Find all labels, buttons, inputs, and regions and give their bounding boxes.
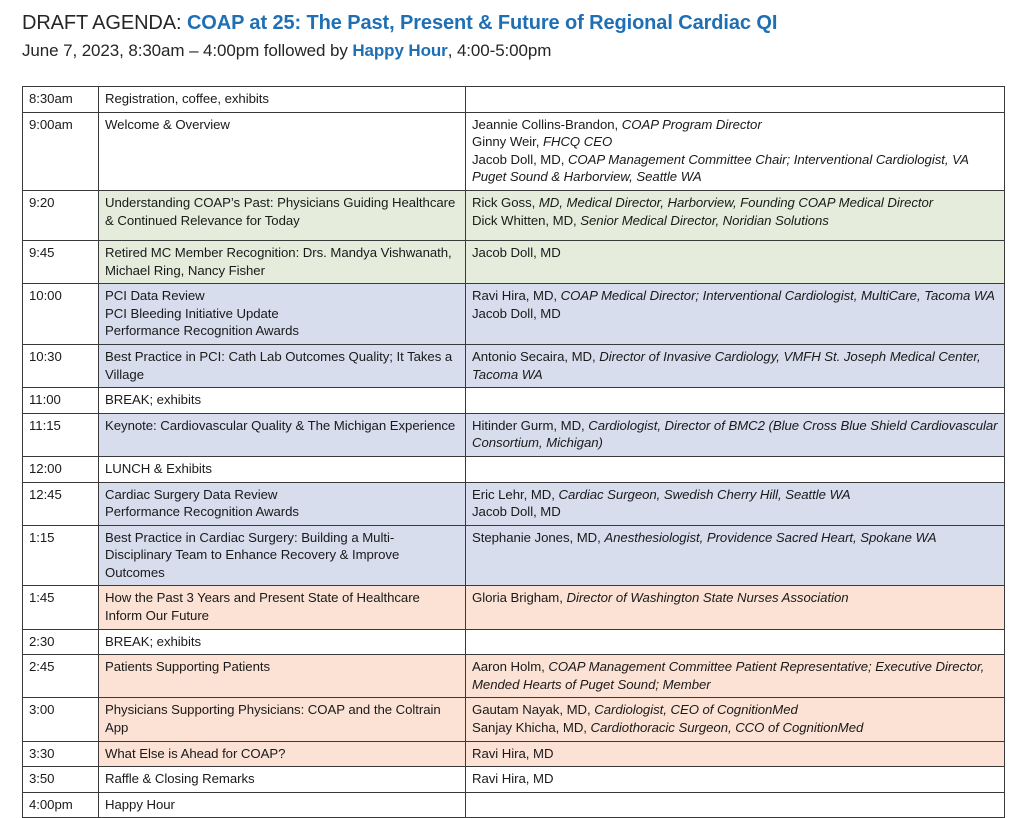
table-row <box>23 525 1005 586</box>
agenda-topic-line: PCI Bleeding Initiative Update <box>105 305 279 321</box>
page-subtitle <box>22 40 1005 62</box>
speaker-role: COAP Management Committee Patient Representative; Executive Director, Mended Hearts of Puget Sound; Member <box>472 659 985 692</box>
agenda-time-cell: 10:00 <box>23 284 99 345</box>
speaker-name: Antonio Secaira, MD, <box>472 348 600 364</box>
agenda-topic-cell <box>99 240 466 283</box>
agenda-topic-cell <box>99 388 466 414</box>
agenda-time-cell: 9:00am <box>23 112 99 190</box>
agenda-topic-line: Best Practice in PCI: Cath Lab Outcomes Quality; It Takes a Village <box>105 348 453 382</box>
agenda-speaker-line <box>472 719 999 737</box>
agenda-speaker-cell <box>466 284 1005 345</box>
speaker-name: Gautam Nayak, MD, <box>472 702 595 718</box>
agenda-speaker-line <box>472 244 999 262</box>
agenda-topic-line: Registration, coffee, exhibits <box>105 91 269 106</box>
agenda-time-cell: 9:20 <box>23 190 99 240</box>
subtitle-happy-hour-time: , 4:00-5:00pm <box>447 41 552 60</box>
agenda-speaker-cell <box>466 629 1005 655</box>
agenda-topic-line: BREAK; exhibits <box>105 633 201 649</box>
agenda-speaker-line <box>472 151 999 186</box>
speaker-role: Cardiologist, CEO of CognitionMed <box>594 702 798 718</box>
speaker-name: Jeannie Collins-Brandon, <box>472 116 622 132</box>
table-row <box>23 629 1005 655</box>
agenda-time-cell: 3:30 <box>23 741 99 767</box>
agenda-topic-line: Patients Supporting Patients <box>105 659 271 675</box>
agenda-time-cell: 2:45 <box>23 655 99 698</box>
agenda-time-cell: 1:45 <box>23 586 99 629</box>
speaker-name: Ravi Hira, MD, <box>472 288 561 304</box>
agenda-time-cell: 2:30 <box>23 629 99 655</box>
speaker-role: Anesthesiologist, Providence Sacred Heart, Spokane WA <box>604 529 937 545</box>
agenda-speaker-line <box>472 486 999 504</box>
agenda-table-body <box>23 87 1005 818</box>
agenda-speaker-cell <box>466 112 1005 190</box>
agenda-topic-cell <box>99 767 466 793</box>
agenda-speaker-cell <box>466 87 1005 113</box>
agenda-time-cell: 9:45 <box>23 240 99 283</box>
speaker-name: Jacob Doll, MD <box>472 305 561 321</box>
agenda-time-cell: 11:15 <box>23 413 99 456</box>
agenda-time-cell: 10:30 <box>23 344 99 387</box>
agenda-speaker-cell <box>466 388 1005 414</box>
agenda-topic-line: Raffle & Closing Remarks <box>105 771 255 787</box>
agenda-topic-cell <box>99 112 466 190</box>
table-row <box>23 190 1005 240</box>
agenda-speaker-line <box>472 194 999 212</box>
agenda-speaker-cell <box>466 525 1005 586</box>
speaker-role: Cardiac Surgeon, Swedish Cherry Hill, Seattle WA <box>558 486 851 502</box>
agenda-speaker-line <box>472 287 999 305</box>
page-title <box>22 10 1005 36</box>
agenda-topic-cell <box>99 698 466 741</box>
speaker-name: Ravi Hira, MD <box>472 771 554 787</box>
speaker-name: Eric Lehr, MD, <box>472 486 559 502</box>
agenda-speaker-cell <box>466 344 1005 387</box>
agenda-topic-cell <box>99 629 466 655</box>
agenda-speaker-cell <box>466 792 1005 818</box>
speaker-role: MD, Medical Director, Harborview, Founding COAP Medical Director <box>538 194 934 210</box>
agenda-topic-cell <box>99 87 466 113</box>
agenda-speaker-cell <box>466 586 1005 629</box>
speaker-name: Stephanie Jones, MD, <box>472 529 605 545</box>
speaker-role: COAP Program Director <box>621 116 762 132</box>
agenda-speaker-cell <box>466 698 1005 741</box>
page-title-label: DRAFT AGENDA: <box>22 12 187 34</box>
agenda-topic-line: How the Past 3 Years and Present State of Healthcare Inform Our Future <box>105 590 420 624</box>
agenda-speaker-line <box>472 212 999 230</box>
agenda-speaker-cell <box>466 655 1005 698</box>
agenda-topic-cell <box>99 190 466 240</box>
agenda-speaker-cell <box>466 190 1005 240</box>
agenda-speaker-cell <box>466 741 1005 767</box>
speaker-role: COAP Management Committee Chair; Interventional Cardiologist, VA Puget Sound & Harborview, Seattle WA <box>472 151 969 185</box>
agenda-topic-line: Cardiac Surgery Data Review <box>105 486 278 502</box>
speaker-role: FHCQ CEO <box>542 134 613 150</box>
agenda-topic-cell <box>99 284 466 345</box>
table-row <box>23 388 1005 414</box>
agenda-topic-cell <box>99 525 466 586</box>
table-row <box>23 741 1005 767</box>
table-row <box>23 284 1005 345</box>
agenda-speaker-cell <box>466 767 1005 793</box>
agenda-speaker-line <box>472 529 999 547</box>
agenda-time-cell: 1:15 <box>23 525 99 586</box>
subtitle-date-range: June 7, 2023, 8:30am – 4:00pm followed by <box>22 41 353 60</box>
agenda-speaker-cell <box>466 482 1005 525</box>
table-row <box>23 87 1005 113</box>
agenda-time-cell: 12:00 <box>23 456 99 482</box>
speaker-role: Cardiologist, Director of BMC2 (Blue Cross Blue Shield Cardiovascular Consortium, Michigan) <box>472 417 998 451</box>
agenda-topic-line: LUNCH & Exhibits <box>105 460 212 476</box>
agenda-speaker-line <box>472 770 999 788</box>
agenda-topic-line: Performance Recognition Awards <box>105 504 299 520</box>
agenda-speaker-line <box>472 417 999 452</box>
agenda-speaker-line <box>472 503 999 521</box>
speaker-name: Ginny Weir, <box>472 134 543 150</box>
speaker-name: Sanjay Khicha, MD, <box>472 720 591 736</box>
agenda-speaker-line <box>472 658 999 693</box>
agenda-speaker-line <box>472 701 999 719</box>
agenda-topic-cell <box>99 655 466 698</box>
speaker-name: Jacob Doll, MD, <box>472 151 568 167</box>
table-row <box>23 586 1005 629</box>
speaker-name: Ravi Hira, MD <box>472 745 554 761</box>
agenda-time-cell: 8:30am <box>23 87 99 113</box>
agenda-table <box>22 86 1005 818</box>
speaker-name: Jacob Doll, MD <box>472 244 561 260</box>
agenda-speaker-line <box>472 589 999 607</box>
agenda-topic-cell <box>99 482 466 525</box>
agenda-speaker-line <box>472 133 999 151</box>
agenda-speaker-line <box>472 348 999 383</box>
speaker-name: Aaron Holm, <box>472 659 549 675</box>
speaker-name: Jacob Doll, MD <box>472 504 561 520</box>
table-row <box>23 456 1005 482</box>
agenda-topic-line: Understanding COAP’s Past: Physicians Guiding Healthcare & Continued Relevance for Today <box>105 194 456 228</box>
speaker-name: Hitinder Gurm, MD, <box>472 417 589 433</box>
agenda-topic-line: Physicians Supporting Physicians: COAP and the Coltrain App <box>105 702 441 736</box>
agenda-speaker-line <box>472 305 999 323</box>
table-row <box>23 767 1005 793</box>
speaker-role: COAP Medical Director; Interventional Cardiologist, MultiCare, Tacoma WA <box>560 288 995 304</box>
agenda-time-cell: 3:50 <box>23 767 99 793</box>
agenda-topic-cell <box>99 413 466 456</box>
agenda-speaker-line <box>472 745 999 763</box>
speaker-role: Director of Washington State Nurses Association <box>566 590 849 606</box>
agenda-topic-cell <box>99 344 466 387</box>
agenda-topic-line: Happy Hour <box>105 796 175 812</box>
agenda-topic-cell <box>99 792 466 818</box>
agenda-topic-line: Performance Recognition Awards <box>105 323 299 339</box>
speaker-role: Director of Invasive Cardiology, VMFH St. Joseph Medical Center, Tacoma WA <box>472 348 981 382</box>
agenda-time-cell: 11:00 <box>23 388 99 414</box>
subtitle-happy-hour-accent: Happy Hour <box>352 41 448 60</box>
agenda-speaker-line <box>472 116 999 134</box>
speaker-name: Dick Whitten, MD, <box>472 212 581 228</box>
speaker-role: Senior Medical Director, Noridian Solutions <box>580 212 829 228</box>
agenda-time-cell: 3:00 <box>23 698 99 741</box>
table-row <box>23 655 1005 698</box>
agenda-time-cell: 4:00pm <box>23 792 99 818</box>
speaker-name: Rick Goss, <box>472 194 539 210</box>
table-row <box>23 240 1005 283</box>
table-row <box>23 344 1005 387</box>
table-row <box>23 792 1005 818</box>
agenda-topic-cell <box>99 456 466 482</box>
agenda-topic-line: Keynote: Cardiovascular Quality & The Michigan Experience <box>105 417 456 433</box>
agenda-topic-line: PCI Data Review <box>105 288 205 304</box>
agenda-topic-cell <box>99 741 466 767</box>
page-title-accent: COAP at 25: The Past, Present & Future of Regional Cardiac QI <box>186 12 778 34</box>
agenda-speaker-cell <box>466 456 1005 482</box>
agenda-topic-line: Best Practice in Cardiac Surgery: Building a Multi-Disciplinary Team to Enhance Recovery & Improve Outcomes <box>105 529 400 580</box>
speaker-role: Cardiothoracic Surgeon, CCO of CognitionMed <box>590 720 864 736</box>
agenda-speaker-cell <box>466 413 1005 456</box>
agenda-topic-cell <box>99 586 466 629</box>
agenda-topic-line: What Else is Ahead for COAP? <box>105 745 286 761</box>
table-row <box>23 413 1005 456</box>
table-row <box>23 698 1005 741</box>
table-row <box>23 482 1005 525</box>
agenda-topic-line: Retired MC Member Recognition: Drs. Mandya Vishwanath, Michael Ring, Nancy Fisher <box>105 244 452 278</box>
agenda-speaker-cell <box>466 240 1005 283</box>
speaker-name: Gloria Brigham, <box>472 590 567 606</box>
agenda-topic-line: Welcome & Overview <box>105 116 230 132</box>
table-row <box>23 112 1005 190</box>
agenda-topic-line: BREAK; exhibits <box>105 392 201 408</box>
agenda-time-cell: 12:45 <box>23 482 99 525</box>
